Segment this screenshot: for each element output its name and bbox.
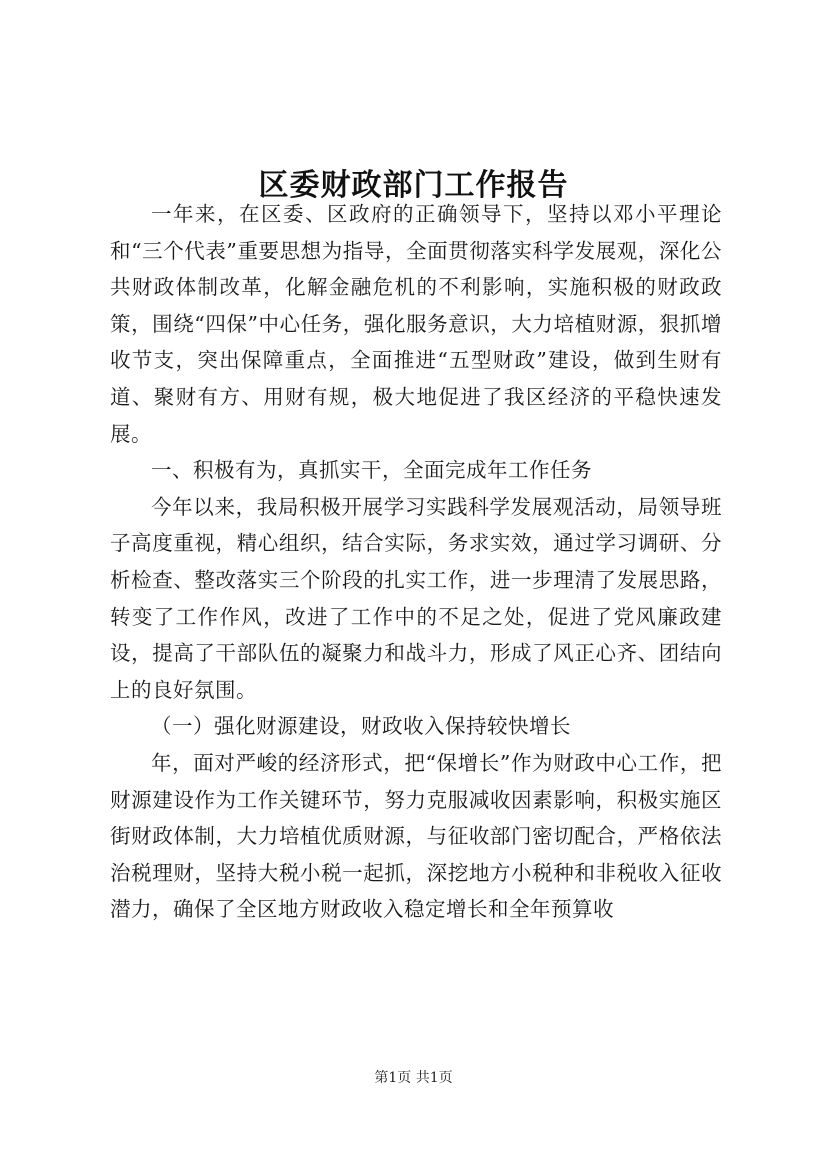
paragraph-section-1: 今年以来，我局积极开展学习实践科学发展观活动，局领导班子高度重视，精心组织，结合实际，务求实效，通过学习调研、分析检查、整改落实三个阶段的扎实工作，进一步理清了发展思路，转变了工作作风，改进了工作中的不足之处，促进了党风廉政建设，提高了干部队伍的凝聚力和战斗力，形成了风正心齐、团结向上的良好氛围。 [110,494,722,702]
subsection-heading-1: （一）强化财源建设，财政收入保持较快增长 [151,714,571,739]
paragraph-intro: 一年来，在区委、区政府的正确领导下，坚持以邓小平理论和“三个代表”重要思想为指导，全面贯彻落实科学发展观，深化公共财政体制改革，化解金融危机的不利影响，实施积极的财政政策，围绕“四保”中心任务，强化服务意识，大力培植财源，狠抓增收节支，突出保障重点，全面推进“五型财政”建设，做到生财有道、聚财有方、用财有规，极大地促进了我区经济的平稳快速发展。 [110,202,722,446]
page-number-footer: 第1页 共1页 [374,1070,453,1086]
document-title: 区委财政部门工作报告 [258,168,569,204]
document-body [110,196,722,928]
section-heading-1: 一、积极有为，真抓实干，全面完成年工作任务 [151,458,592,483]
paragraph-subsection-1: 年，面对严峻的经济形式，把“保增长”作为财政中心工作，把财源建设作为工作关键环节，努力克服减收因素影响，积极实施区街财政体制，大力培植优质财源，与征收部门密切配合，严格依法治税理财，坚持大税小税一起抓，深挖地方小税种和非税收入征收潜力，确保了全区地方财政收入稳定增长和全年预算收 [110,750,722,922]
